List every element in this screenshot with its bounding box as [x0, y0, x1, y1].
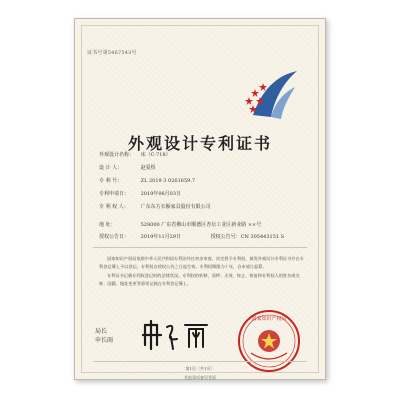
field-label: 专 利 号： [99, 178, 123, 184]
field-designer [99, 164, 156, 171]
field-label: 地 址： [99, 222, 116, 228]
signature-label [95, 327, 113, 345]
patent-office-logo-icon [245, 67, 301, 123]
field-application-date [99, 190, 181, 197]
field-value: 床（C-718） [140, 152, 171, 158]
field-design-name [99, 151, 171, 158]
signature-title: 局长 [95, 328, 108, 335]
divider [93, 247, 307, 248]
field-patentee [99, 203, 211, 210]
field-value: 2019年06月03日 [140, 191, 182, 197]
certificate-frame [74, 18, 326, 380]
field-label: 授权公告日： [99, 234, 130, 240]
footer-note: 其他事项参见背面 [184, 375, 216, 380]
body-paragraph: 国家知识产权局依照中华人民共和国专利法经过初步审查，决定授予专利权，颁发外观设计专利证书并在专利登记簿上予以登记。专利权自授权公告之日起生效。专利权期限为十年，自申请日起算。 [99, 256, 304, 269]
divider [93, 361, 307, 362]
field-value: ZL 2019 3 0261659.7 [140, 178, 196, 184]
official-seal-icon [237, 309, 301, 373]
seal-text: 国家知识产权局 [251, 316, 287, 322]
field-value: 2019年11月29日 [140, 234, 182, 240]
field-value: 广东东方衣橱家具股份有限公司 [140, 204, 211, 210]
body-paragraph: 专利证书记载专利权登记时的法律状况。专利权的转移、质押、无效、终止、恢复和专利权人的姓名或名称、国籍、地址变更等事项记载在专利登记簿上。 [99, 273, 300, 286]
field-grant-number: 授权公告号：CN 305443151 S [210, 234, 285, 240]
field-label: 专 利 权 人： [99, 204, 129, 210]
field-address [99, 221, 261, 228]
field-patent-number [99, 177, 195, 184]
handwritten-signature-icon [141, 319, 211, 353]
field-value: 528000 广东省佛山市顺德区杏坛工业区新业路 ××号 [140, 222, 262, 228]
certificate-number: 证书号第5467543号 [87, 50, 137, 56]
field-label: 设 计 人： [99, 165, 123, 171]
certificate-body [99, 255, 305, 289]
page-number: 第1页（共1页） [185, 366, 215, 371]
field-value: 赵爱煜 [140, 165, 156, 171]
field-label: 外观设计名称： [99, 152, 135, 158]
field-label: 专利申请日： [99, 191, 130, 197]
signature-name: 申长雨 [95, 337, 114, 344]
certificate-title: 外观设计专利证书 [127, 134, 272, 153]
field-grant-date [99, 233, 284, 240]
